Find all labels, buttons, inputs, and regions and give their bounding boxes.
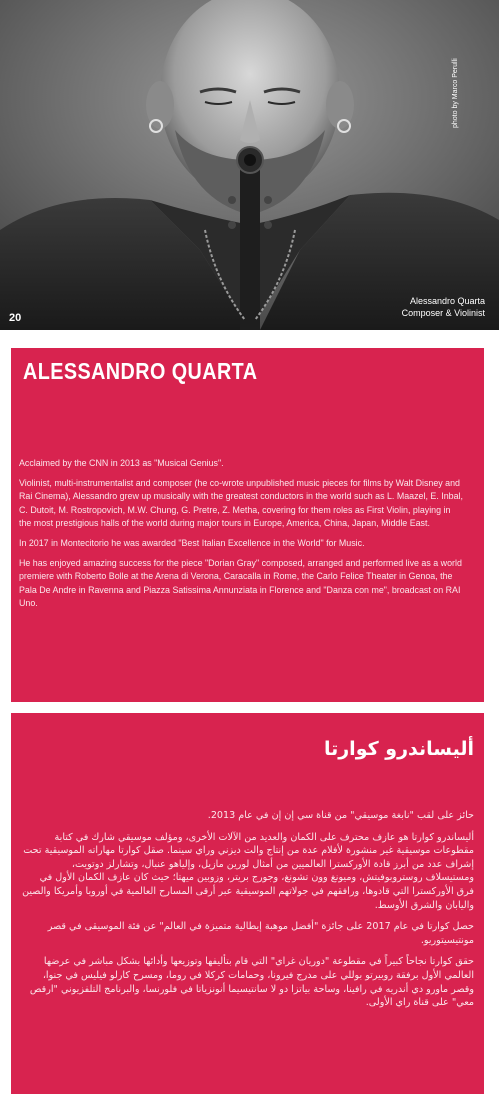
english-paragraph: In 2017 in Montecitorio he was awarded "Best Italian Excellence in the World" for Music. xyxy=(19,538,365,549)
english-paragraph: Violinist, multi-instrumentalist and composer (he co-wrote unpublished music pieces for films by Walt Disney and Rai Cinema), Alessandro grew up musically with the greatest conductors in the world such as L. Maazel, E. Inbal, C. Dutoit, M. Rostropovich, M.W. Chung, G. Pretre, Z. Metha, covering for them roles as First Violin, playing in the most prestigious halls of the world during major tours in Europe, America, China, Japan, Middle East. xyxy=(19,478,463,528)
caption-name: Alessandro Quarta xyxy=(409,296,485,306)
arabic-body xyxy=(22,809,474,1018)
photo-credit: photo by Marco Perulli xyxy=(452,58,459,128)
photo-caption xyxy=(402,295,485,319)
caption-role: Composer & Violinist xyxy=(401,308,485,318)
page-number: 20 xyxy=(9,312,22,324)
violinist-portrait-image xyxy=(0,0,499,330)
arabic-bio-panel xyxy=(11,713,484,1094)
arabic-paragraph: حقق كوارتا نجاحاً كبيراً في مقطوعة "دوريان غراي" التي قام بتأليفها وتوزيعها وأدائها بشكل مباشر في عرضها العالمي الأول برفقة روبيرتو بوللي على مدرج فيرونا، وحمامات كركلا في روما، ومسرح كارلو فيليس في جنوا، وقصر ماورو دي أندريه في رافينا، وساحة بياتزا دو لا سانتيسيما أنونزياتا في فلورنسا، والبرنامج التلفزيوني "ارقص معي" على قناة راي الأولى. xyxy=(29,956,474,1009)
arabic-title: أليساندرو كوارتا xyxy=(323,738,474,760)
english-title: ALESSANDRO QUARTA xyxy=(23,358,258,384)
arabic-paragraph: حائز على لقب "نابغة موسيقي" من قناة سي إن إن في عام 2013. xyxy=(207,810,474,821)
english-paragraph: He has enjoyed amazing success for the piece "Dorian Gray" composed, arranged and performed live as a world premiere with Roberto Bolle at the Arena di Verona, Caracalla in Rome, the Carlo Felice Theater in Genoa, the Pala De Andre in Ravenna and Piazza Satissima Annunziata in Florence and "Danza con me", broadcast on RAI Uno. xyxy=(19,558,462,608)
arabic-paragraph: أليساندرو كوارتا هو عازف محترف على الكمان والعديد من الآلات الأخرى، ومؤلف موسيقي شارك في كتابة مقطوعات موسيقية غير منشورة لأفلام عدة من إنتاج والت ديزني وراي سينما. صقل كوارتا مهاراته الموسيقية تحت إشراف عدد من أبرز قادة الأوركسترا العالميين من أمثال لورين مازيل، وإلياهو عنبال، وتشارلز دوتويت، ومستيسلاف روستروبوفيتش، وميونغ وون تشونغ، وجورج بريتر، وزوبين ميهتا؛ حيث كان عازف الكمان الأول في فرق الأوركسترا التي قادوها، ورافقهم في جولاتهم الموسيقية عبر أرقى المسارح العالمية في أوروبا وأمريكا والصين واليابان والشرق الأوسط. xyxy=(22,831,474,911)
english-bio-panel xyxy=(11,348,484,702)
arabic-paragraph: حصل كوارتا في عام 2017 على جائزة "أفضل موهبة إيطالية متميزة في العالم" عن فئة الموسيقى في قصر مونتيسيتوريو. xyxy=(47,921,474,946)
english-body xyxy=(19,457,465,617)
portrait-photo xyxy=(0,0,499,330)
english-paragraph: Acclaimed by the CNN in 2013 as "Musical Genius". xyxy=(19,458,224,468)
